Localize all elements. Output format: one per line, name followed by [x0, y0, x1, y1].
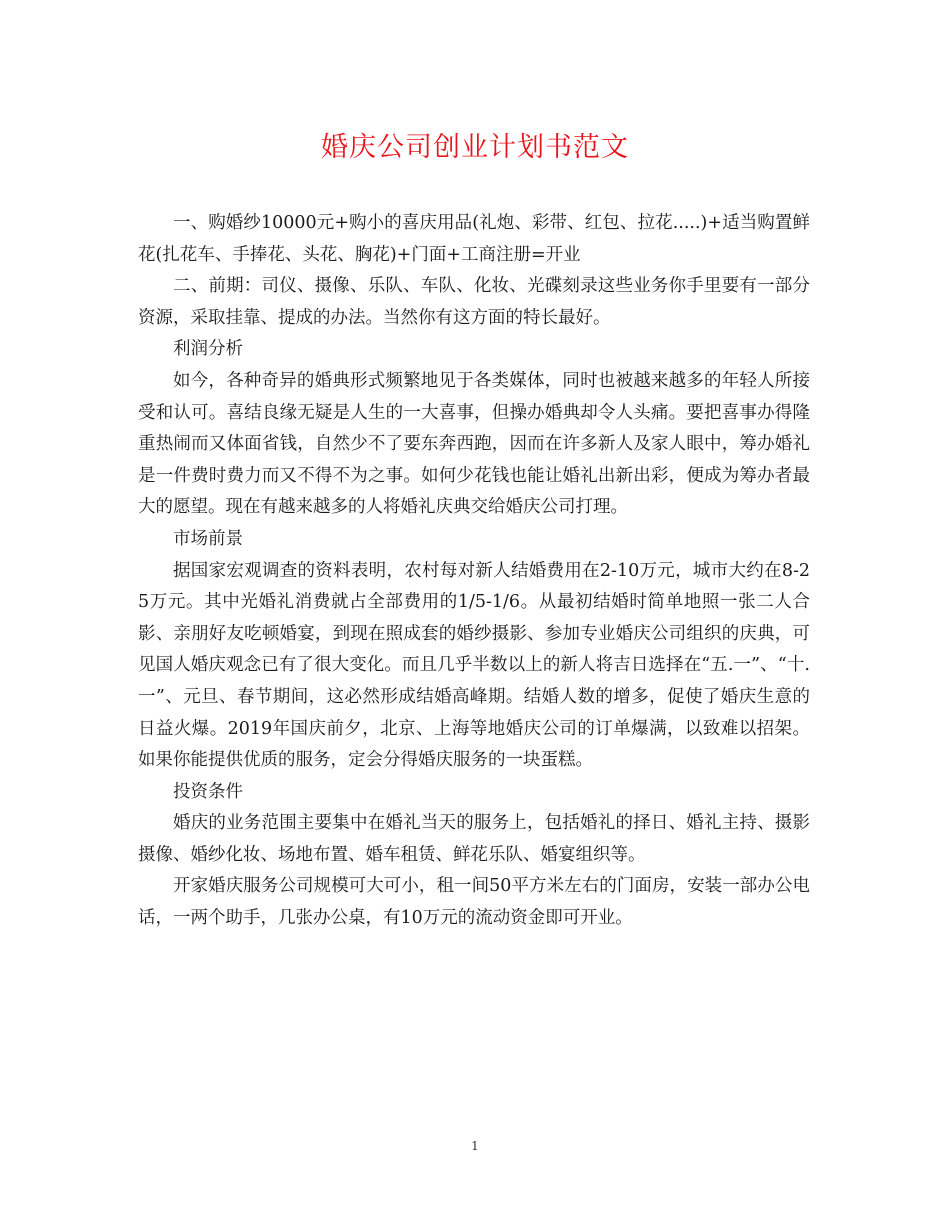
paragraph-market-outlook: 据国家宏观调查的资料表明，农村每对新人结婚费用在2-10万元，城市大约在8-25万元。其中光婚礼消费就占全部费用的1/5-1/6。从最初结婚时简单地照一张二人合影、亲朋好友吃顿婚宴，到现在照成套的婚纱摄影、参加专业婚庆公司组织的庆典，可见国人婚庆观念已有了很大变化。而且几乎半数以上的新人将吉日选择在“五.一”、“十.一”、元旦、春节期间，这必然形成结婚高峰期。结婚人数的增多，促使了婚庆生意的日益火爆。2019年国庆前夕，北京、上海等地婚庆公司的订单爆满，以致难以招架。如果你能提供优质的服务，定会分得婚庆服务的一块蛋糕。: [138, 560, 810, 771]
document-title: 婚庆公司创业计划书范文: [321, 132, 629, 163]
page-number: 1: [471, 1139, 479, 1153]
paragraph-profit-analysis: 如今，各种奇异的婚典形式频繁地见于各类媒体，同时也被越来越多的年轻人所接受和认可。喜结良缘无疑是人生的一大喜事，但操办婚典却令人头痛。要把喜事办得隆重热闹而又体面省钱，自然少不了要东奔西跑，因而在许多新人及家人眼中，筹办婚礼是一件费时费力而又不得不为之事。如何少花钱也能让婚礼出新出彩，便成为筹办者最大的愿望。现在有越来越多的人将婚礼庆典交给婚庆公司打理。: [138, 370, 810, 518]
section-heading-investment-conditions: 投资条件: [173, 781, 243, 802]
section-heading-market-outlook: 市场前景: [173, 528, 243, 549]
section-heading-profit-analysis: 利润分析: [173, 339, 243, 360]
paragraph-purchase-list: 一、购婚纱10000元+购小的喜庆用品(礼炮、彩带、红包、拉花.....)+适当购置鲜花(扎花车、手捧花、头花、胸花)+门面+工商注册=开业: [138, 213, 810, 265]
paragraph-early-stage: 二、前期：司仪、摄像、乐队、车队、化妆、光碟刻录这些业务你手里要有一部分资源，采取挂靠、提成的办法。当然你有这方面的特长最好。: [138, 276, 810, 328]
paragraph-startup-requirements: 开家婚庆服务公司规模可大可小，租一间50平方米左右的门面房，安装一部办公电话，一两个助手，几张办公桌，有10万元的流动资金即可开业。: [138, 876, 810, 929]
paragraph-business-scope: 婚庆的业务范围主要集中在婚礼当天的服务上，包括婚礼的择日、婚礼主持、摄影摄像、婚纱化妆、场地布置、婚车租赁、鲜花乐队、婚宴组织等。: [138, 813, 810, 865]
document-body: [138, 208, 810, 935]
